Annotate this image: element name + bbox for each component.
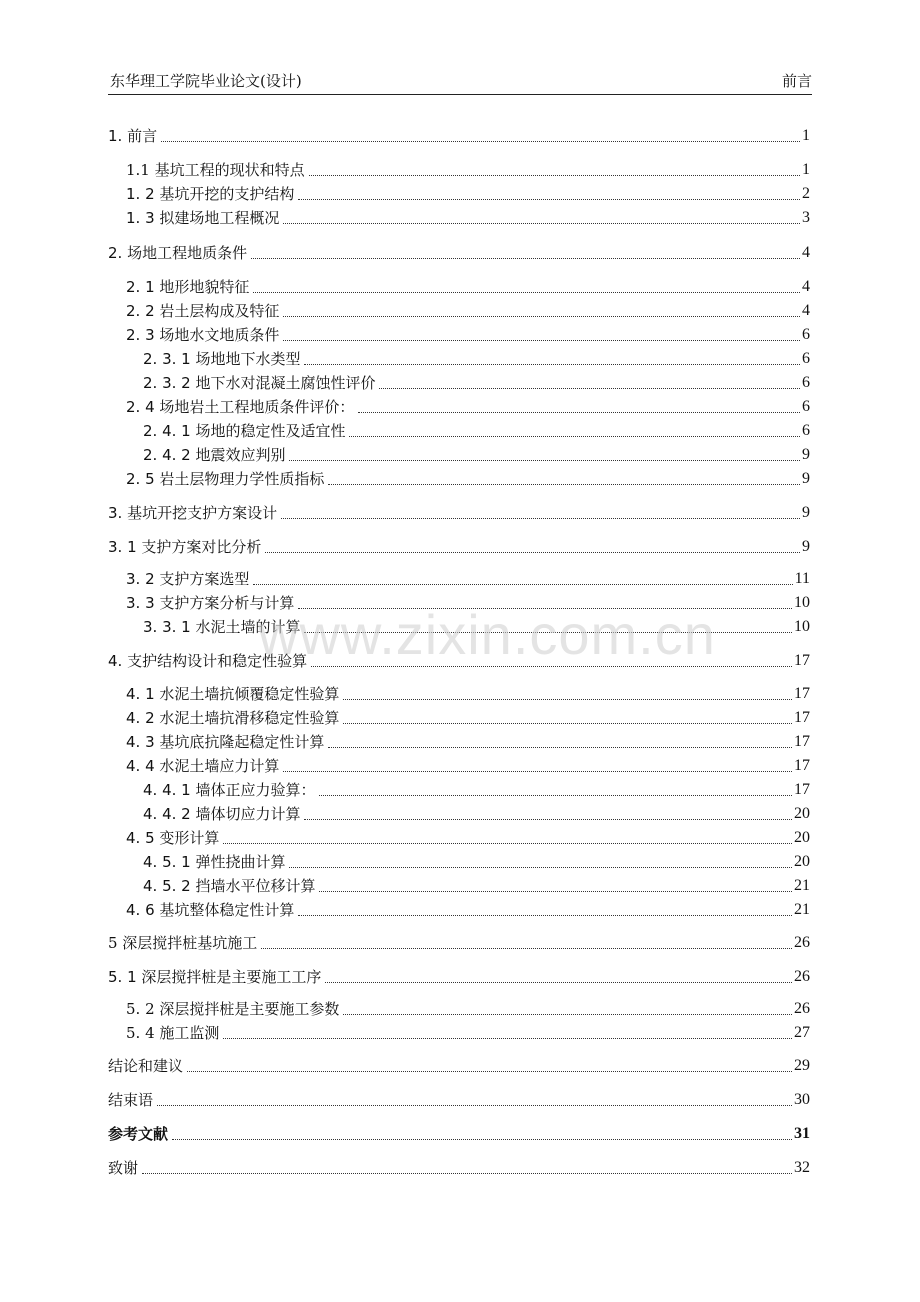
page-header	[108, 70, 812, 95]
toc-leader-dots	[343, 1013, 792, 1015]
toc-leader-dots	[379, 387, 800, 389]
toc-leader-dots	[142, 1172, 792, 1174]
toc-entry-page: 10	[794, 618, 810, 635]
toc-entry-title: 2. 3. 2 地下水对混凝土腐蚀性评价	[143, 374, 376, 392]
toc-entry-title: 2. 1 地形地貌特征	[126, 278, 250, 296]
toc-entry[interactable]	[108, 1054, 810, 1076]
toc-entry-title: 4. 2 水泥土墙抗滑移稳定性验算	[126, 709, 340, 727]
toc-entry[interactable]	[108, 1088, 810, 1110]
toc-leader-dots	[319, 794, 792, 796]
toc-leader-dots	[253, 291, 800, 293]
toc-leader-dots	[358, 411, 800, 413]
toc-entry-title: 3. 基坑开挖支护方案设计	[108, 504, 278, 522]
toc-entry[interactable]	[108, 1156, 810, 1178]
toc-entry-page: 4	[802, 302, 810, 319]
toc-entry-title: 4. 支护结构设计和稳定性验算	[108, 652, 308, 670]
toc-leader-dots	[298, 198, 800, 200]
toc-entry-page: 10	[794, 594, 810, 611]
toc-entry[interactable]	[143, 802, 810, 824]
toc-entry-page: 21	[794, 877, 810, 894]
toc-entry[interactable]	[126, 682, 810, 704]
toc-entry[interactable]	[126, 826, 810, 848]
toc-entry[interactable]	[108, 931, 810, 953]
toc-entry-title: 4. 4. 1 墙体正应力验算：	[143, 781, 316, 799]
toc-entry-page: 29	[794, 1057, 810, 1074]
toc-entry[interactable]	[126, 754, 810, 776]
toc-entry[interactable]	[126, 898, 810, 920]
toc-entry[interactable]	[126, 467, 810, 489]
toc-entry[interactable]	[143, 874, 810, 896]
toc-leader-dots	[343, 722, 792, 724]
toc-entry-title: 4. 5. 1 弹性挠曲计算	[143, 853, 286, 871]
toc-entry[interactable]	[126, 395, 810, 417]
toc-leader-dots	[161, 140, 800, 142]
toc-entry-page: 9	[802, 446, 810, 463]
toc-entry-page: 6	[802, 326, 810, 343]
toc-entry-page: 1	[802, 161, 810, 178]
toc-entry[interactable]	[143, 850, 810, 872]
toc-entry[interactable]	[126, 730, 810, 752]
toc-entry-title: 1. 2 基坑开挖的支护结构	[126, 185, 295, 203]
document-title: 东华理工学院毕业论文(设计)	[110, 72, 302, 90]
toc-entry-title: 2. 4. 1 场地的稳定性及适宜性	[143, 422, 346, 440]
toc-entry-title: 5 深层搅拌桩基坑施工	[108, 934, 258, 952]
toc-entry[interactable]	[126, 323, 810, 345]
toc-entry-page: 6	[802, 422, 810, 439]
toc-entry-title: 4. 1 水泥土墙抗倾覆稳定性验算	[126, 685, 340, 703]
toc-entry[interactable]	[126, 997, 810, 1019]
toc-leader-dots	[328, 746, 792, 748]
toc-entry-page: 9	[802, 538, 810, 555]
toc-entry-title: 结论和建议	[108, 1057, 184, 1075]
toc-entry[interactable]	[126, 299, 810, 321]
toc-entry-page: 27	[794, 1024, 810, 1041]
toc-entry-title: 4. 4. 2 墙体切应力计算	[143, 805, 301, 823]
toc-entry[interactable]	[143, 347, 810, 369]
toc-entry[interactable]	[108, 1122, 810, 1144]
toc-entry-page: 21	[794, 901, 810, 918]
toc-entry-page: 20	[794, 805, 810, 822]
toc-entry-title: 4. 4 水泥土墙应力计算	[126, 757, 280, 775]
toc-leader-dots	[223, 842, 792, 844]
toc-entry-page: 20	[794, 829, 810, 846]
toc-leader-dots	[251, 257, 800, 259]
toc-entry[interactable]	[108, 501, 810, 523]
toc-entry-title: 4. 3 基坑底抗隆起稳定性计算	[126, 733, 325, 751]
toc-entry-title: 3. 1 支护方案对比分析	[108, 538, 262, 556]
toc-leader-dots	[283, 770, 792, 772]
toc-entry-page: 17	[794, 685, 810, 702]
toc-entry[interactable]	[126, 567, 810, 589]
toc-entry-page: 6	[802, 374, 810, 391]
toc-entry[interactable]	[143, 443, 810, 465]
toc-entry-page: 11	[794, 570, 810, 587]
toc-entry-title: 2. 3 场地水文地质条件	[126, 326, 280, 344]
toc-leader-dots	[328, 483, 800, 485]
toc-entry-page: 31	[794, 1125, 810, 1142]
toc-leader-dots	[289, 866, 792, 868]
toc-entry[interactable]	[143, 778, 810, 800]
toc-leader-dots	[281, 517, 800, 519]
toc-entry-page: 4	[802, 278, 810, 295]
toc-entry[interactable]	[108, 535, 810, 557]
toc-entry-page: 3	[802, 209, 810, 226]
toc-leader-dots	[319, 890, 792, 892]
toc-entry-page: 17	[794, 781, 810, 798]
toc-entry[interactable]	[126, 706, 810, 728]
toc-entry-page: 2	[802, 185, 810, 202]
toc-leader-dots	[223, 1037, 792, 1039]
toc-entry[interactable]	[126, 158, 810, 180]
toc-entry-title: 4. 5 变形计算	[126, 829, 220, 847]
toc-entry-title: 致谢	[108, 1159, 139, 1177]
toc-leader-dots	[289, 459, 800, 461]
toc-leader-dots	[343, 698, 792, 700]
toc-entry-title: 结束语	[108, 1091, 154, 1109]
toc-entry-page: 30	[794, 1091, 810, 1108]
toc-entry-title: 5. 4 施工监测	[126, 1024, 220, 1042]
toc-entry-title: 4. 6 基坑整体稳定性计算	[126, 901, 295, 919]
toc-entry-page: 9	[802, 470, 810, 487]
toc-leader-dots	[309, 174, 800, 176]
toc-leader-dots	[265, 551, 800, 553]
toc-entry-page: 26	[794, 934, 810, 951]
toc-entry-page: 6	[802, 350, 810, 367]
toc-leader-dots	[187, 1070, 792, 1072]
toc-entry[interactable]	[143, 419, 810, 441]
toc-entry-title: 5. 2 深层搅拌桩是主要施工参数	[126, 1000, 340, 1018]
toc-leader-dots	[283, 222, 800, 224]
toc-entry-title: 3. 2 支护方案选型	[126, 570, 250, 588]
toc-entry-title: 1. 前言	[108, 127, 158, 145]
toc-leader-dots	[283, 315, 800, 317]
toc-entry[interactable]	[126, 182, 810, 204]
toc-leader-dots	[283, 339, 800, 341]
toc-leader-dots	[325, 981, 792, 983]
toc-entry-page: 9	[802, 504, 810, 521]
toc-entry-title: 1.1 基坑工程的现状和特点	[126, 161, 305, 179]
watermark: www.zixin.com.cn	[258, 603, 716, 666]
toc-entry-title: 4. 5. 2 挡墙水平位移计算	[143, 877, 316, 895]
toc-entry-page: 26	[794, 968, 810, 985]
toc-entry[interactable]	[108, 124, 810, 146]
toc-entry-page: 20	[794, 853, 810, 870]
toc-entry-title: 2. 5 岩土层物理力学性质指标	[126, 470, 325, 488]
toc-leader-dots	[253, 583, 792, 585]
toc-entry-page: 4	[802, 244, 810, 261]
toc-entry-title: 5. 1 深层搅拌桩是主要施工工序	[108, 968, 322, 986]
toc-entry[interactable]	[126, 206, 810, 228]
toc-entry-title: 1. 3 拟建场地工程概况	[126, 209, 280, 227]
toc-leader-dots	[304, 363, 800, 365]
toc-entry-page: 17	[794, 733, 810, 750]
toc-entry-title: 2. 4. 2 地震效应判别	[143, 446, 286, 464]
toc-entry-title: 2. 4 场地岩土工程地质条件评价：	[126, 398, 355, 416]
toc-entry-page: 1	[802, 127, 810, 144]
toc-entry-title: 2. 场地工程地质条件	[108, 244, 248, 262]
toc-entry-title: 2. 2 岩土层构成及特征	[126, 302, 280, 320]
toc-entry-page: 32	[794, 1159, 810, 1176]
toc-entry-title: 2. 3. 1 场地地下水类型	[143, 350, 301, 368]
toc-leader-dots	[157, 1104, 792, 1106]
toc-entry-title: 3. 3 支护方案分析与计算	[126, 594, 295, 612]
toc-leader-dots	[304, 818, 792, 820]
toc-entry-page: 17	[794, 652, 810, 669]
toc-entry[interactable]	[126, 1021, 810, 1043]
toc-entry-page: 6	[802, 398, 810, 415]
toc-entry-title: 3. 3. 1 水泥土墙的计算	[143, 618, 301, 636]
toc-entry-page: 26	[794, 1000, 810, 1017]
toc-entry[interactable]	[108, 965, 810, 987]
toc-entry-title: 参考文献	[108, 1125, 169, 1143]
toc-leader-dots	[349, 435, 800, 437]
toc-entry[interactable]	[126, 275, 810, 297]
toc-entry[interactable]	[108, 241, 810, 263]
toc-leader-dots	[172, 1138, 792, 1140]
toc-leader-dots	[261, 947, 792, 949]
toc-entry-page: 17	[794, 709, 810, 726]
toc-entry-page: 17	[794, 757, 810, 774]
toc-entry[interactable]	[143, 371, 810, 393]
section-title: 前言	[781, 72, 812, 90]
toc-leader-dots	[298, 914, 792, 916]
